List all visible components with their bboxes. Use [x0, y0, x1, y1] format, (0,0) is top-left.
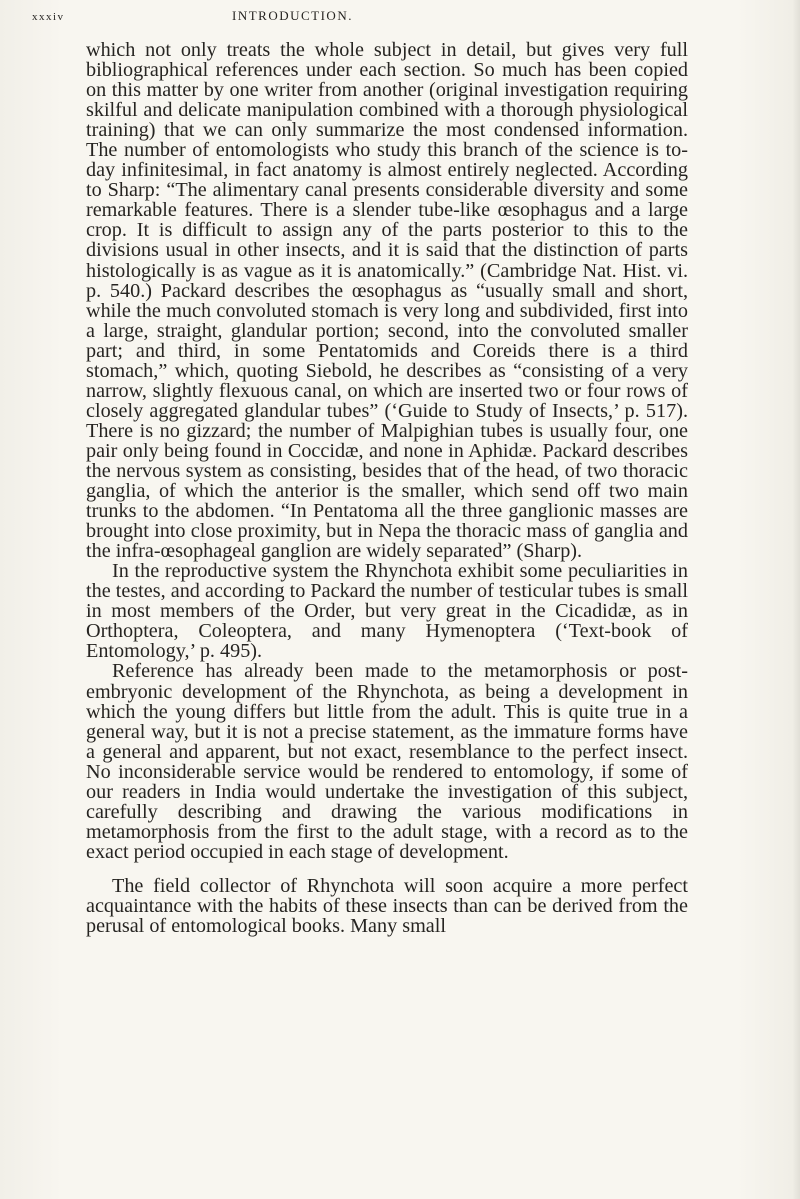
page-edge-shadow: [792, 0, 800, 1199]
paragraph-3: Reference has already been made to the metamorphosis or post-embryonic development of the Rhynchota, as being a development in which the young differs but little from the adult. This is quite true in a general way, but it is not a precise statement, as the immature forms have a general and apparent, but not exact, resemblance to the perfect insect. No inconsiderable service would be rendered to entomology, if some of our readers in India would undertake the investigation of this subject, carefully describing and drawing the various modifications in metamorphosis from the first to the adult stage, with a record as to the exact period occupied in each stage of development.: [86, 660, 688, 863]
paragraph-2: In the reproductive system the Rhynchota exhibit some peculiarities in the testes, and according to Packard the number of testicular tubes is small in most members of the Order, but very great in the Cicadidæ, as in Orthoptera, Coleoptera, and many Hymenoptera (‘Text-book of Entomology,’ p. 495).: [86, 560, 688, 663]
running-head: INTRODUCTION.: [232, 8, 353, 23]
body-text: [86, 40, 688, 936]
paragraph-4: The field collector of Rhynchota will soon acquire a more perfect acquaintance with the habits of these insects than can be derived from the perusal of entomological books. Many small: [86, 874, 688, 938]
page-number: xxxiv: [32, 11, 65, 23]
page-header: [32, 8, 712, 28]
paragraph-1: which not only treats the whole subject in detail, but gives very full bibliographical references under each section. So much has been copied on this matter by one writer from another (original investigation requiring skilful and delicate manipulation combined with a thorough physiological training) that we can only summarize the most condensed information. The number of entomologists who study this branch of the science is to-day infinitesimal, in fact anatomy is almost entirely neglected. According to Sharp: “The alimentary canal presents considerable diversity and some remarkable features. There is a slender tube-like œsophagus and a large crop. It is difficult to assign any of the parts posterior to this to the divisions usual in other insects, and it is said that the distinction of parts histologically is as vague as it is anatomically.” (Cambridge Nat. Hist. vi. p. 540.) Packard describes the œsophagus as “usually small and short, while the much convoluted stomach is very long and subdivided, first into a large, straight, glandular portion; second, into the convoluted smaller part; and third, in some Pentatomids and Coreids there is a third stomach,” which, quoting Siebold, he describes as “consisting of a very narrow, slightly flexuous canal, on which are inserted two or four rows of closely aggregated glandular tubes” (‘Guide to Study of Insects,’ p. 517). There is no gizzard; the number of Malpighian tubes is usually four, one pair only being found in Coccidæ, and none in Aphidæ. Packard describes the nervous system as consisting, besides that of the head, of two thoracic ganglia, of which the anterior is the smaller, which send off two main trunks to the abdomen. “In Pentatoma all the three ganglionic masses are brought into close proximity, but in Nepa the thoracic mass of ganglia and the infra-œsophageal ganglion are widely separated” (Sharp).: [86, 39, 688, 563]
